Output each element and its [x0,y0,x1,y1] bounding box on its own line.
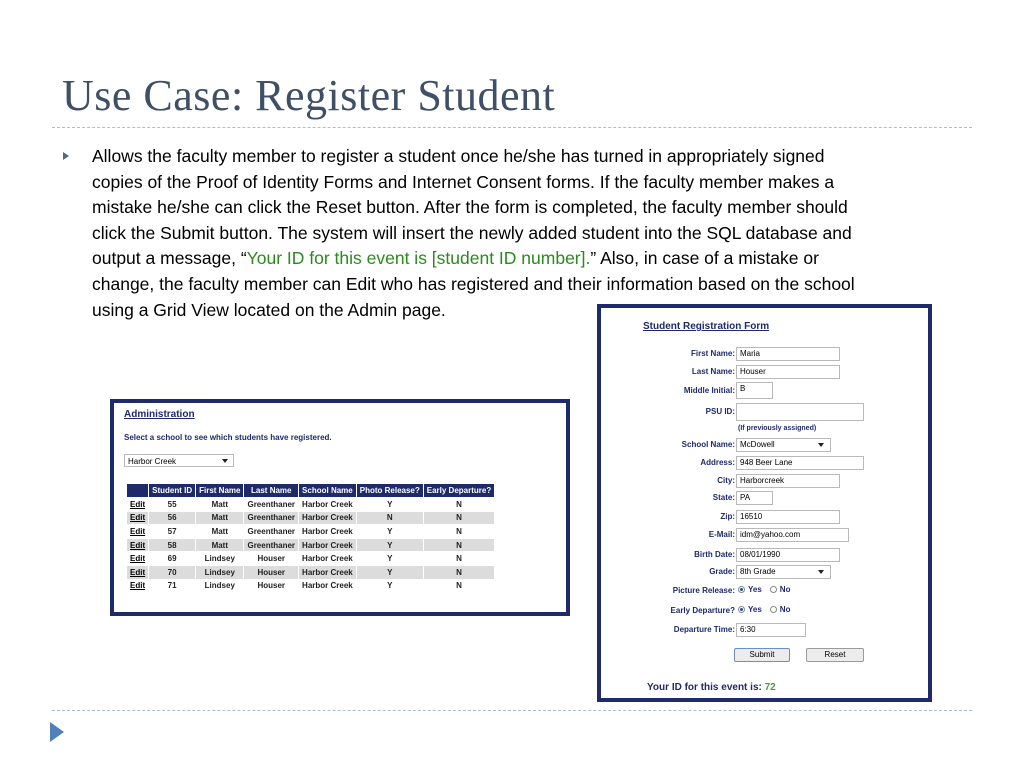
cell-first-name: Matt [196,525,244,539]
cell-school: Harbor Creek [299,498,357,512]
cell-photo-release: N [356,511,423,525]
psu-id-hint: (If previously assigned) [738,425,817,432]
address-row [601,456,928,472]
body-line: copies of the Proof of Identity Forms and Internet Consent forms. If the faculty member makes a [92,171,835,192]
state-field[interactable]: PA [736,491,773,505]
address-label: Address: [700,458,735,467]
body-text-segment: ” Also, in case of a mistake or [590,248,819,269]
psu-id-label: PSU ID: [705,407,735,416]
grade-value: 8th Grade [740,567,776,576]
city-label: City: [717,476,735,485]
zip-row [601,510,928,526]
grid-header-first-name: First Name [196,484,244,498]
edit-link[interactable]: Edit [127,552,149,566]
grade-row [601,565,928,581]
grade-label: Grade: [709,567,735,576]
body-text-segment: output a message, “ [92,248,247,269]
departure-time-label: Departure Time: [673,625,735,634]
city-row [601,474,928,490]
cell-photo-release: Y [356,552,423,566]
picture-release-row [601,584,928,600]
cell-student-id: 57 [149,525,196,539]
departure-time-field[interactable]: 6:30 [736,623,806,637]
next-slide-arrow-icon[interactable] [50,722,64,742]
last-name-row [601,365,928,381]
cell-photo-release: Y [356,579,423,593]
chevron-down-icon [222,459,228,463]
body-paragraph [92,144,962,323]
birth-date-label: Birth Date: [694,550,735,559]
cell-student-id: 71 [149,579,196,593]
first-name-label: First Name: [690,349,735,358]
cell-school: Harbor Creek [299,511,357,525]
cell-photo-release: Y [356,538,423,552]
table-row [127,525,495,539]
picture-release-options [738,585,798,594]
cell-last-name: Greenthaner [244,498,299,512]
cell-first-name: Matt [196,498,244,512]
footer-divider [52,710,972,711]
zip-field[interactable]: 16510 [736,510,840,524]
body-line: mistake he/she can click the Reset button. After the form is completed, the faculty member should [92,197,848,218]
table-row [127,565,495,579]
cell-photo-release: Y [356,525,423,539]
cell-early-departure: N [423,565,494,579]
slide-title: Use Case: Register Student [62,71,556,120]
cell-photo-release: Y [356,565,423,579]
result-student-id: 72 [764,682,776,693]
early-departure-row [601,604,928,620]
school-name-label: School Name: [681,440,735,449]
birth-date-row [601,548,928,564]
body-line [92,246,962,272]
cell-student-id: 55 [149,498,196,512]
registered-students-grid [126,483,495,593]
cell-last-name: Greenthaner [244,511,299,525]
middle-initial-field[interactable]: B [736,382,773,399]
cell-first-name: Matt [196,511,244,525]
state-row [601,491,928,507]
picture-release-yes-radio[interactable] [738,586,745,593]
middle-initial-label: Middle Initial: [683,386,735,395]
early-departure-options [738,605,798,614]
first-name-field[interactable]: Maria [736,347,840,361]
registration-form-title: Student Registration Form [643,321,770,332]
email-row [601,528,928,544]
table-row [127,511,495,525]
cell-early-departure: N [423,552,494,566]
edit-link[interactable]: Edit [127,498,149,512]
table-row [127,498,495,512]
cell-last-name: Houser [244,565,299,579]
cell-early-departure: N [423,579,494,593]
early-departure-yes-label: Yes [748,605,762,614]
table-row [127,579,495,593]
edit-link[interactable]: Edit [127,511,149,525]
body-line: click the Submit button. The system will insert the newly added student into the SQL database and [92,222,852,243]
grade-select[interactable] [736,565,831,579]
result-label: Your ID for this event is: [647,682,762,693]
cell-early-departure: N [423,538,494,552]
last-name-field[interactable]: Houser [736,365,840,379]
cell-first-name: Matt [196,538,244,552]
grid-header-student-id: Student ID [149,484,196,498]
school-select-value: Harbor Creek [128,457,177,466]
email-field[interactable]: idm@yahoo.com [736,528,849,542]
school-select[interactable] [124,454,234,467]
cell-student-id: 56 [149,511,196,525]
grid-header-photo-release: Photo Release? [356,484,423,498]
state-label: State: [712,493,735,502]
id-message-example: Your ID for this event is [student ID number]. [246,248,591,269]
cell-photo-release: Y [356,498,423,512]
admin-description: Select a school to see which students have registered. [124,433,332,442]
school-name-select[interactable] [736,438,831,452]
departure-time-row [601,623,928,639]
zip-label: Zip: [720,512,735,521]
edit-link[interactable]: Edit [127,525,149,539]
admin-title: Administration [124,409,195,420]
psu-id-field[interactable] [736,403,864,421]
cell-first-name: Lindsey [196,579,244,593]
cell-school: Harbor Creek [299,538,357,552]
cell-school: Harbor Creek [299,565,357,579]
picture-release-yes-label: Yes [748,585,762,594]
early-departure-no-label: No [779,605,791,614]
admin-page-screenshot [110,399,570,616]
cell-first-name: Lindsey [196,565,244,579]
cell-last-name: Greenthaner [244,525,299,539]
grid-header-row [127,484,495,498]
first-name-row [601,347,928,363]
cell-school: Harbor Creek [299,552,357,566]
cell-school: Harbor Creek [299,579,357,593]
school-name-value: McDowell [740,440,775,449]
title-divider [52,127,972,128]
city-field[interactable]: Harborcreek [736,474,840,488]
cell-first-name: Lindsey [196,552,244,566]
triangle-bullet-icon [63,152,69,160]
chevron-down-icon [818,443,824,447]
early-departure-label: Early Departure? [670,606,735,615]
cell-early-departure: N [423,498,494,512]
last-name-label: Last Name: [691,367,735,376]
middle-initial-row [601,382,928,398]
early-departure-no-radio[interactable] [770,606,777,613]
registration-form-screenshot [597,304,932,702]
cell-school: Harbor Creek [299,525,357,539]
body-line: change, the faculty member can Edit who has registered and their information based on the school [92,273,855,294]
address-field[interactable]: 948 Beer Lane [736,456,864,470]
chevron-down-icon [818,570,824,574]
submit-button[interactable]: Submit [734,648,790,662]
cell-student-id: 70 [149,565,196,579]
email-label: E-Mail: [708,530,735,539]
psu-id-row [601,403,928,419]
school-name-row [601,438,928,454]
reset-button[interactable]: Reset [806,648,864,662]
cell-student-id: 69 [149,552,196,566]
cell-last-name: Houser [244,552,299,566]
grid-header-school-name: School Name [299,484,357,498]
cell-last-name: Houser [244,579,299,593]
cell-last-name: Greenthaner [244,538,299,552]
cell-early-departure: N [423,511,494,525]
edit-link[interactable]: Edit [127,538,149,552]
grid-header-early-departure: Early Departure? [423,484,494,498]
registration-result [647,682,776,693]
edit-link[interactable]: Edit [127,565,149,579]
body-line: using a Grid View located on the Admin page. [92,299,446,320]
picture-release-label: Picture Release: [672,586,735,595]
edit-link[interactable]: Edit [127,579,149,593]
grid-header-last-name: Last Name [244,484,299,498]
cell-student-id: 58 [149,538,196,552]
table-row [127,552,495,566]
table-row [127,538,495,552]
early-departure-yes-radio[interactable] [738,606,745,613]
picture-release-no-radio[interactable] [770,586,777,593]
cell-early-departure: N [423,525,494,539]
birth-date-field[interactable]: 08/01/1990 [736,548,840,562]
body-line: Allows the faculty member to register a student once he/she has turned in appropriately signed [92,146,825,166]
grid-header-edit [127,484,149,498]
picture-release-no-label: No [779,585,791,594]
